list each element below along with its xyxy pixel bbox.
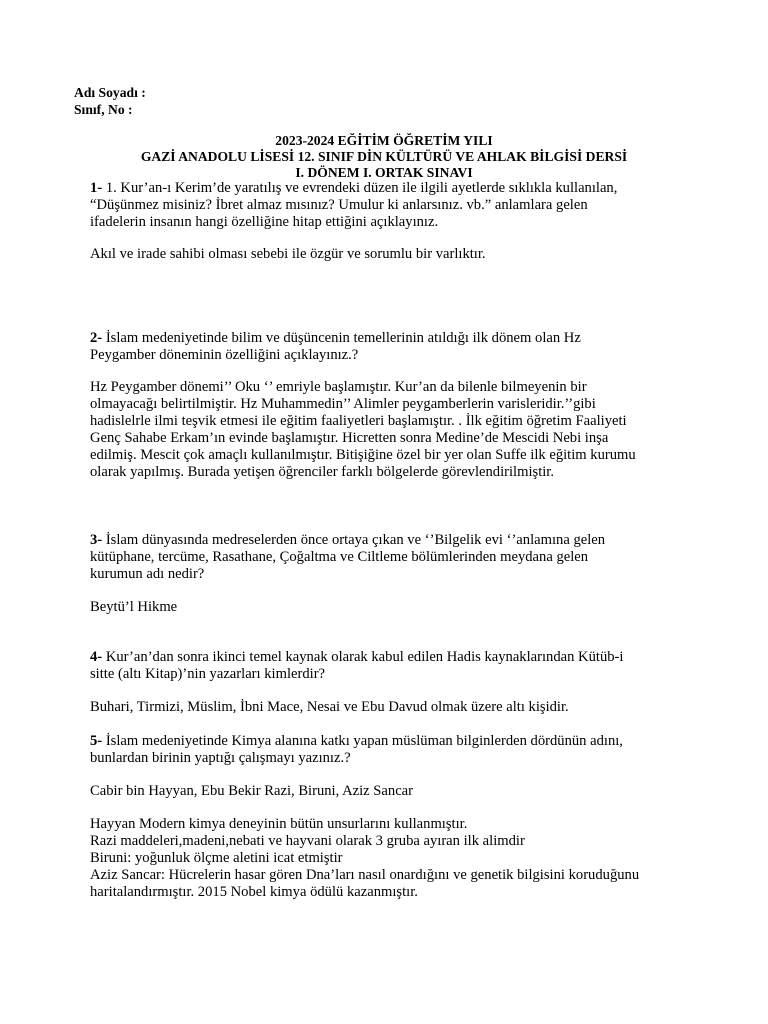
answer-4: Buhari, Tirmizi, Müslim, İbni Mace, Nesai ve Ebu Davud olmak üzere altı kişidir. [90, 699, 569, 715]
answer-2-line: edilmiş. Mescit çok amaçlı kullanılmıştır. Bitişiğine özel bir yer olan Suffe ilk eğitim kurumu [90, 447, 636, 463]
answer-5: Cabir bin Hayyan, Ebu Bekir Razi, Biruni, Aziz Sancar [90, 783, 414, 799]
answer-5-detail: Biruni: yoğunluk ölçme aletini icat etmiştir [90, 850, 343, 866]
question-1-number: 1- [90, 180, 103, 196]
answer-5-detail: Aziz Sancar: Hücrelerin hasar gören Dna’ları nasıl onardığını ve genetik bilgisini koruduğunu [90, 867, 640, 883]
answer-2-line: Genç Sahabe Erkam’ın evinde başlamıştır. Hicretten sonra Medine’de Mescidi Nebi inşa [90, 430, 609, 446]
question-5-line [90, 733, 623, 750]
question-3-line [90, 532, 605, 549]
class-number-label: Sınıf, No : [74, 102, 133, 117]
question-2-text: İslam medeniyetinde bilim ve düşüncenin temellerinin atıldığı ilk dönem olan Hz [102, 330, 581, 346]
course-title: GAZİ ANADOLU LİSESİ 12. SINIF DİN KÜLTÜRÜ VE AHLAK BİLGİSİ DERSİ [140, 149, 628, 164]
answer-1: Akıl ve irade sahibi olması sebebi ile özgür ve sorumlu bir varlıktır. [90, 246, 486, 262]
answer-2-line: olmayacağı belirtilmiştir. Hz Muhammedin’’ Alimler peygamberlerin varisleridir.’’gibi [90, 396, 596, 412]
answer-5-detail: Hayyan Modern kimya deneyinin bütün unsurlarını kullanmıştır. [90, 816, 468, 832]
answer-2-line: hadislelrle ilmi teşvik etmesi ile eğitim faaliyetleri başlamıştır. . İlk eğitim öğretim Faaliyeti [90, 413, 627, 429]
question-4-line [90, 649, 623, 666]
question-2-number: 2- [90, 330, 103, 346]
question-1-text: 1. Kur’an-ı Kerim’de yaratılış ve evrendeki düzen ile ilgili ayetlerde sıklıkla kullanılan, [102, 180, 618, 196]
name-label: Adı Soyadı : [74, 85, 146, 100]
answer-2-line: olarak yapılmış. Burada yetişen öğrenciler farklı bölgelerde görevlendirilmiştir. [90, 464, 555, 480]
exam-title: I. DÖNEM I. ORTAK SINAVI [295, 165, 473, 180]
answer-2-line: Hz Peygamber dönemi’’ Oku ‘’ emriyle başlamıştır. Kur’an da bilenle bilmeyenin bir [90, 379, 587, 395]
question-3-line: kütüphane, tercüme, Rasathane, Çoğaltma ve Ciltleme bölümlerinden meydana gelen [90, 549, 589, 565]
question-5-number: 5- [90, 733, 103, 749]
question-4-text: Kur’an’dan sonra ikinci temel kaynak olarak kabul edilen Hadis kaynaklarından Kütüb-i [102, 649, 624, 665]
question-2-line [90, 330, 581, 347]
question-1-line [90, 180, 617, 197]
school-year-title: 2023-2024 EĞİTİM ÖĞRETİM YILI [275, 133, 493, 148]
question-5-text: İslam medeniyetinde Kimya alanına katkı yapan müslüman bilginlerden dördünün adını, [102, 733, 623, 749]
answer-5-detail: Razi maddeleri,madeni,nebati ve hayvani olarak 3 gruba ayıran ilk alimdir [90, 833, 525, 849]
question-5-line: bunlardan birinin yaptığı çalışmayı yazınız.? [90, 750, 351, 766]
question-4-number: 4- [90, 649, 103, 665]
question-3-text: İslam dünyasında medreselerden önce ortaya çıkan ve ‘’Bilgelik evi ‘’anlamına gelen [102, 532, 606, 548]
question-2-line: Peygamber döneminin özelliğini açıklayınız.? [90, 347, 359, 363]
answer-5-detail: haritalandırmıştır. 2015 Nobel kimya ödülü kazanmıştır. [90, 884, 418, 900]
question-4-line: sitte (altı Kitap)’nin yazarları kimlerdir? [90, 666, 326, 682]
question-1-line: “Düşünmez misiniz? İbret almaz mısınız? Umulur ki anlarsınız. vb.” anlamlara gelen [90, 197, 588, 213]
question-3-line: kurumun adı nedir? [90, 566, 205, 582]
question-1-line: ifadelerin insanın hangi özelliğine hitap ettiğini açıklayınız. [90, 214, 439, 230]
answer-3: Beytü’l Hikme [90, 599, 178, 615]
question-3-number: 3- [90, 532, 103, 548]
